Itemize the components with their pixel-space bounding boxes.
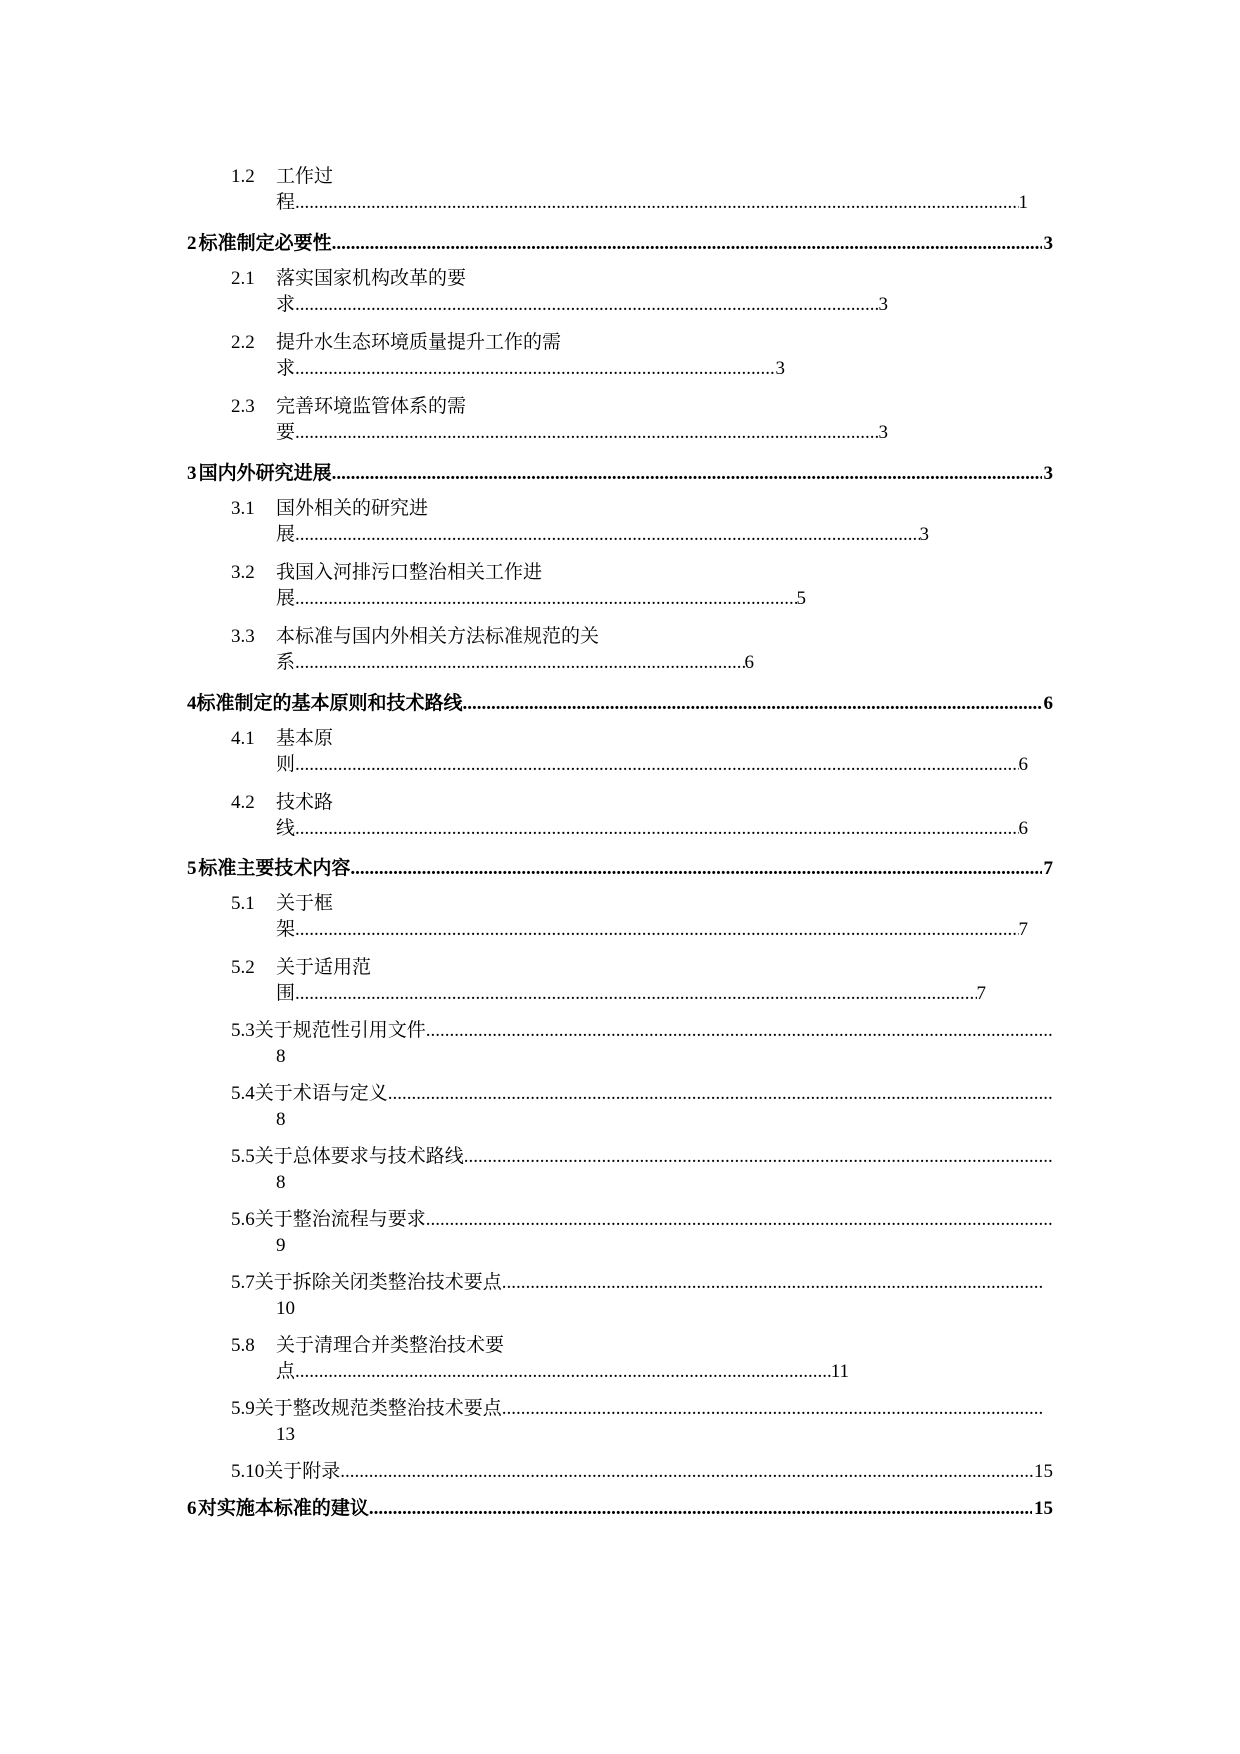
toc-entry-page: 3	[1043, 463, 1053, 484]
toc-entry-page: 7	[1043, 858, 1053, 879]
toc-entry-title-continued: 求	[276, 358, 296, 379]
toc-entry-title: 关于附录	[264, 1461, 341, 1482]
toc-entry-number: 5.1	[231, 893, 255, 914]
toc-entry-title: 标准主要技术内容	[198, 858, 351, 879]
toc-entry-title: 关于拆除关闭类整治技术要点	[254, 1272, 502, 1293]
dot-leader	[350, 856, 1041, 882]
toc-entry-page: 6	[1018, 754, 1028, 775]
dot-leader	[295, 586, 796, 612]
toc-entry-title: 关于整改规范类整治技术要点	[254, 1398, 502, 1419]
toc-entry-page: 15	[1034, 1461, 1053, 1482]
toc-entry-title: 国内外研究进展	[198, 463, 332, 484]
toc-entry-page: 3	[775, 358, 785, 379]
toc-entry-5[interactable]	[187, 856, 1053, 882]
toc-entry-title: 完善环境监管体系的需	[276, 396, 467, 417]
dot-leader	[426, 1207, 1053, 1233]
toc-entry-number: 4	[187, 693, 197, 714]
toc-entry-page: 6	[1043, 693, 1053, 714]
toc-entry-number: 5.2	[231, 957, 255, 978]
toc-entry-number: 5.4	[231, 1083, 255, 1104]
toc-entry-number: 6	[187, 1498, 197, 1519]
toc-entry-title: 关于总体要求与技术路线	[254, 1146, 464, 1167]
toc-entry-number: 4.2	[231, 792, 255, 813]
dot-leader	[332, 461, 1042, 487]
toc-entry-number: 5.6	[231, 1209, 255, 1230]
toc-entry-2[interactable]	[187, 231, 1053, 257]
toc-entry-number: 1.2	[231, 166, 255, 187]
toc-entry-5-8[interactable]	[231, 1333, 849, 1385]
toc-entry-title-continued: 架	[276, 919, 296, 940]
toc-entry-title: 基本原	[276, 728, 334, 749]
toc-entry-title-continued: 展	[276, 524, 296, 545]
toc-entry-3-3[interactable]	[231, 624, 754, 676]
toc-entry-page: 11	[830, 1361, 849, 1382]
toc-entry-2-1[interactable]	[231, 266, 888, 318]
toc-entry-page: 13	[276, 1424, 295, 1445]
toc-entry-3[interactable]	[187, 461, 1053, 487]
dot-leader	[295, 752, 1018, 778]
toc-entry-5-2[interactable]	[231, 955, 986, 1007]
dot-leader	[295, 981, 976, 1007]
toc-entry-5-3[interactable]	[231, 1018, 1053, 1070]
toc-entry-title: 本标准与国内外相关方法标准规范的关	[276, 626, 600, 647]
toc-entry-page: 3	[919, 524, 929, 545]
dot-leader	[332, 231, 1042, 257]
toc-entry-title: 标准制定必要性	[198, 233, 332, 254]
toc-entry-6[interactable]	[187, 1496, 1053, 1522]
toc-entry-title-continued: 线	[276, 818, 296, 839]
dot-leader	[426, 1018, 1053, 1044]
toc-entry-title: 技术路	[276, 792, 334, 813]
toc-entry-number: 5	[187, 858, 197, 879]
dot-leader	[502, 1396, 1043, 1422]
toc-entry-title-continued: 要	[276, 422, 296, 443]
toc-entry-number: 4.1	[231, 728, 255, 749]
toc-entry-title: 标准制定的基本原则和技术路线	[196, 693, 463, 714]
toc-entry-page: 15	[1034, 1498, 1053, 1519]
toc-entry-number: 3.1	[231, 498, 255, 519]
toc-entry-3-2[interactable]	[231, 560, 806, 612]
toc-entry-page: 8	[276, 1046, 286, 1067]
toc-entry-page: 8	[276, 1172, 286, 1193]
toc-entry-title: 关于清理合并类整治技术要	[276, 1335, 505, 1356]
toc-entry-title: 关于术语与定义	[254, 1083, 388, 1104]
toc-entry-title: 对实施本标准的建议	[197, 1498, 369, 1519]
toc-entry-number: 2.2	[231, 332, 255, 353]
toc-entry-5-6[interactable]	[231, 1207, 1053, 1259]
toc-entry-3-1[interactable]	[231, 496, 929, 548]
toc-entry-title-continued: 求	[276, 294, 296, 315]
toc-entry-number: 2	[187, 233, 197, 254]
toc-entry-page: 9	[276, 1235, 286, 1256]
toc-entry-title-continued: 系	[276, 652, 296, 673]
toc-entry-number: 5.7	[231, 1272, 255, 1293]
toc-entry-title-continued: 点	[276, 1361, 296, 1382]
toc-entry-page: 3	[878, 294, 888, 315]
toc-entry-2-2[interactable]	[231, 330, 785, 382]
toc-entry-page: 10	[276, 1298, 295, 1319]
dot-leader	[388, 1081, 1053, 1107]
toc-entry-5-5[interactable]	[231, 1144, 1053, 1196]
toc-entry-title: 落实国家机构改革的要	[276, 268, 467, 289]
toc-entry-5-1[interactable]	[231, 891, 1028, 943]
toc-entry-title: 我国入河排污口整治相关工作进	[276, 562, 543, 583]
dot-leader	[295, 420, 878, 446]
toc-entry-2-3[interactable]	[231, 394, 888, 446]
toc-entry-4[interactable]	[187, 691, 1053, 717]
dot-leader	[295, 356, 775, 382]
toc-entry-number: 3.2	[231, 562, 255, 583]
toc-entry-title-continued: 围	[276, 983, 296, 1004]
toc-entry-page: 6	[744, 652, 754, 673]
dot-leader	[295, 1359, 831, 1385]
toc-entry-5-4[interactable]	[231, 1081, 1053, 1133]
toc-entry-page: 1	[1018, 192, 1028, 213]
toc-entry-number: 2.3	[231, 396, 255, 417]
toc-entry-title-continued: 程	[276, 192, 296, 213]
toc-entry-page: 7	[976, 983, 986, 1004]
toc-entry-number: 5.8	[231, 1335, 255, 1356]
toc-entry-page: 6	[1018, 818, 1028, 839]
dot-leader	[369, 1496, 1032, 1522]
toc-entry-title: 关于框	[276, 893, 334, 914]
toc-entry-number: 5.3	[231, 1020, 255, 1041]
toc-entry-4-1[interactable]	[231, 726, 1028, 778]
toc-entry-title-continued: 展	[276, 588, 296, 609]
toc-entry-page: 3	[1043, 233, 1053, 254]
toc-entry-page: 8	[276, 1109, 286, 1130]
toc-entry-title: 工作过	[276, 166, 334, 187]
dot-leader	[295, 190, 1018, 216]
toc-entry-number: 3	[187, 463, 197, 484]
dot-leader	[295, 292, 878, 318]
toc-entry-title: 关于适用范	[276, 957, 372, 978]
toc-entry-5-10[interactable]	[231, 1459, 1053, 1485]
dot-leader	[502, 1270, 1043, 1296]
dot-leader	[295, 650, 744, 676]
toc-entry-title: 提升水生态环境质量提升工作的需	[276, 332, 562, 353]
toc-entry-number: 5.5	[231, 1146, 255, 1167]
toc-entry-page: 7	[1018, 919, 1028, 940]
toc-entry-page: 3	[878, 422, 888, 443]
dot-leader	[295, 522, 919, 548]
toc-entry-title-continued: 则	[276, 754, 296, 775]
toc-entry-5-9[interactable]	[231, 1396, 1043, 1448]
dot-leader	[340, 1459, 1034, 1485]
toc-entry-number: 2.1	[231, 268, 255, 289]
toc-entry-title: 关于整治流程与要求	[254, 1209, 426, 1230]
toc-entry-4-2[interactable]	[231, 790, 1028, 842]
toc-entry-1-2[interactable]	[231, 164, 1028, 216]
dot-leader	[463, 691, 1042, 717]
dot-leader	[295, 917, 1018, 943]
toc-entry-5-7[interactable]	[231, 1270, 1043, 1322]
dot-leader	[295, 816, 1018, 842]
toc-entry-title: 国外相关的研究进	[276, 498, 429, 519]
toc-entry-number: 5.9	[231, 1398, 255, 1419]
toc-entry-number: 3.3	[231, 626, 255, 647]
toc-entry-title: 关于规范性引用文件	[254, 1020, 426, 1041]
toc-entry-page: 5	[796, 588, 806, 609]
dot-leader	[464, 1144, 1053, 1170]
toc-entry-number: 5.10	[231, 1461, 265, 1482]
